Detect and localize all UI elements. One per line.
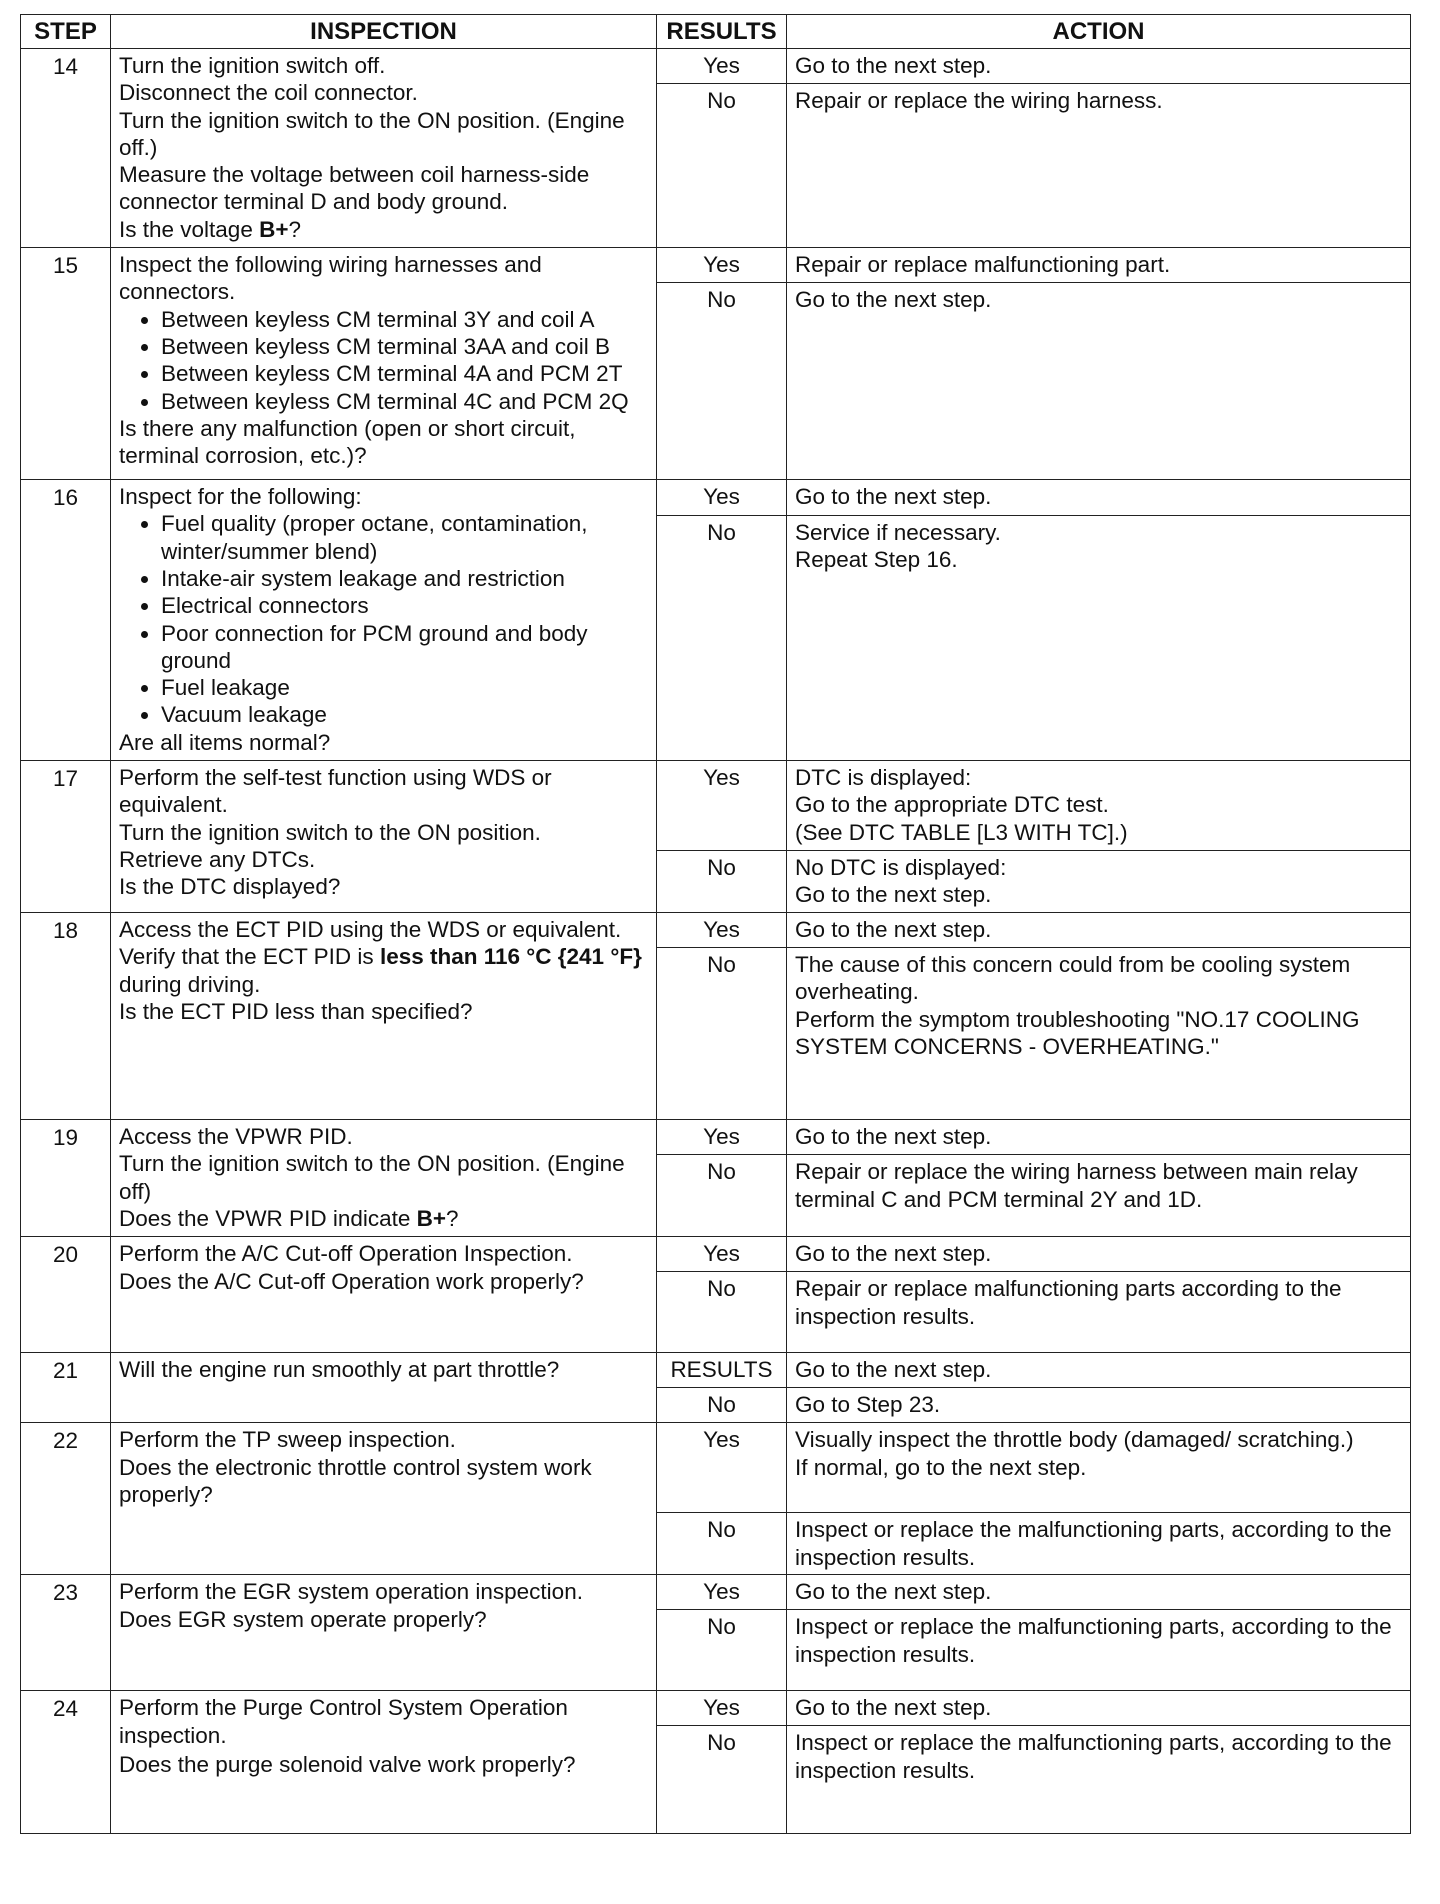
step-number: 16 [21, 480, 111, 761]
action-yes: Go to the next step. [787, 1237, 1411, 1272]
result-yes: Yes [657, 480, 787, 516]
result-no: No [657, 948, 787, 1120]
action-no: Go to Step 23. [787, 1388, 1411, 1423]
table-row [21, 913, 1411, 948]
result-yes: Yes [657, 248, 787, 283]
inspection-cell: Will the engine run smoothly at part throttle? [111, 1353, 657, 1423]
table-row [21, 248, 1411, 283]
result-yes: Yes [657, 913, 787, 948]
result-no: No [657, 1513, 787, 1575]
step-number: 15 [21, 248, 111, 480]
diagnostic-procedure-table [20, 14, 1411, 1834]
result-no: No [657, 1388, 787, 1423]
action-no: Inspect or replace the malfunctioning parts, according to the inspection results. [787, 1726, 1411, 1834]
results-header: RESULTS [657, 15, 787, 49]
result-yes: Yes [657, 1237, 787, 1272]
result-no: No [657, 1726, 787, 1834]
list-item: • Electrical connectors [161, 592, 650, 619]
list-item: • Fuel leakage [161, 674, 650, 701]
list-item: • Fuel quality (proper octane, contamination, winter/summer blend) [161, 510, 650, 565]
action-yes: Repair or replace malfunctioning part. [787, 248, 1411, 283]
action-no: The cause of this concern could from be cooling system overheating. Perform the symptom troubleshooting "NO.17 COOLING SYSTEM CONCERNS - OVERHEATING." [787, 948, 1411, 1120]
step-number: 17 [21, 761, 111, 913]
result-yes: Yes [657, 1120, 787, 1155]
result-no: No [657, 1610, 787, 1691]
table-header-row [21, 15, 1411, 49]
list-item: • Between keyless CM terminal 3AA and coil B [161, 333, 650, 360]
table-row [21, 49, 1411, 84]
inspection-cell: Perform the EGR system operation inspection. Does EGR system operate properly? [111, 1575, 657, 1691]
step-number: 19 [21, 1120, 111, 1237]
inspection-cell: Inspect for the following: • Fuel quality (proper octane, contamination, winter/summer blend) • Intake-air system leakage and restriction • Electrical connectors • Poor connection for PCM ground and body ground • Fuel leakage • Vacuum leakage Are all items normal? [111, 480, 657, 761]
action-no: Repair or replace the wiring harness between main relay terminal C and PCM terminal 2Y and 1D. [787, 1155, 1411, 1237]
list-item: • Vacuum leakage [161, 701, 650, 728]
action-no: No DTC is displayed: Go to the next step. [787, 851, 1411, 913]
step-number: 23 [21, 1575, 111, 1691]
action-yes: Go to the next step. [787, 913, 1411, 948]
action-yes: Go to the next step. [787, 49, 1411, 84]
step-number: 24 [21, 1691, 111, 1834]
list-item: • Intake-air system leakage and restriction [161, 565, 650, 592]
step-header: STEP [21, 15, 111, 49]
step-number: 14 [21, 49, 111, 248]
inspection-cell: Access the VPWR PID. Turn the ignition switch to the ON position. (Engine off) Does the VPWR PID indicate B+? [111, 1120, 657, 1237]
result-yes: Yes [657, 1691, 787, 1726]
result-yes: RESULTS [657, 1353, 787, 1388]
step-number: 22 [21, 1423, 111, 1575]
table-row [21, 1120, 1411, 1155]
action-yes: Visually inspect the throttle body (damaged/ scratching.) If normal, go to the next step. [787, 1423, 1411, 1513]
inspection-cell: Perform the A/C Cut-off Operation Inspection. Does the A/C Cut-off Operation work properly? [111, 1237, 657, 1353]
result-no: No [657, 283, 787, 480]
table-row [21, 761, 1411, 851]
action-no: Inspect or replace the malfunctioning parts, according to the inspection results. [787, 1610, 1411, 1691]
inspection-header: INSPECTION [111, 15, 657, 49]
table-row [21, 1237, 1411, 1272]
result-no: No [657, 1272, 787, 1353]
result-no: No [657, 84, 787, 248]
action-no: Go to the next step. [787, 283, 1411, 480]
result-no: No [657, 1155, 787, 1237]
inspection-cell: Access the ECT PID using the WDS or equivalent. Verify that the ECT PID is less than 116 °C {241 °F} during driving. Is the ECT PID less than specified? [111, 913, 657, 1120]
action-yes: Go to the next step. [787, 480, 1411, 516]
result-yes: Yes [657, 1575, 787, 1610]
step-number: 18 [21, 913, 111, 1120]
table-row [21, 1353, 1411, 1388]
inspection-cell: Perform the Purge Control System Operation inspection. Does the purge solenoid valve work properly? [111, 1691, 657, 1834]
result-no: No [657, 515, 787, 760]
result-no: No [657, 851, 787, 913]
table-row [21, 480, 1411, 516]
table-row [21, 1575, 1411, 1610]
action-yes: Go to the next step. [787, 1353, 1411, 1388]
inspection-cell: Turn the ignition switch off. Disconnect the coil connector. Turn the ignition switch to the ON position. (Engine off.) Measure the voltage between coil harness-side connector terminal D and body ground. Is the voltage B+? [111, 49, 657, 248]
action-yes: DTC is displayed: Go to the appropriate DTC test. (See DTC TABLE [L3 WITH TC].) [787, 761, 1411, 851]
result-yes: Yes [657, 761, 787, 851]
action-no: Repair or replace malfunctioning parts according to the inspection results. [787, 1272, 1411, 1353]
list-item: • Between keyless CM terminal 4A and PCM 2T [161, 360, 650, 387]
action-no: Repair or replace the wiring harness. [787, 84, 1411, 248]
table-row [21, 1423, 1411, 1513]
inspection-cell: Perform the self-test function using WDS or equivalent. Turn the ignition switch to the ON position. Retrieve any DTCs. Is the DTC displayed? [111, 761, 657, 913]
action-yes: Go to the next step. [787, 1691, 1411, 1726]
list-item: • Between keyless CM terminal 4C and PCM 2Q [161, 388, 650, 415]
action-no: Service if necessary. Repeat Step 16. [787, 515, 1411, 760]
action-header: ACTION [787, 15, 1411, 49]
action-yes: Go to the next step. [787, 1120, 1411, 1155]
result-yes: Yes [657, 1423, 787, 1513]
list-item: • Between keyless CM terminal 3Y and coil A [161, 306, 650, 333]
inspection-cell: Inspect the following wiring harnesses and connectors. • Between keyless CM terminal 3Y and coil A • Between keyless CM terminal 3AA and coil B • Between keyless CM terminal 4A and PCM 2T • Between keyless CM terminal 4C and PCM 2Q Is there any malfunction (open or short circuit, terminal corrosion, etc.)? [111, 248, 657, 480]
table-row [21, 1691, 1411, 1726]
result-yes: Yes [657, 49, 787, 84]
action-yes: Go to the next step. [787, 1575, 1411, 1610]
action-no: Inspect or replace the malfunctioning parts, according to the inspection results. [787, 1513, 1411, 1575]
step-number: 21 [21, 1353, 111, 1423]
inspection-cell: Perform the TP sweep inspection. Does the electronic throttle control system work properly? [111, 1423, 657, 1575]
step-number: 20 [21, 1237, 111, 1353]
list-item: • Poor connection for PCM ground and body ground [161, 620, 650, 675]
